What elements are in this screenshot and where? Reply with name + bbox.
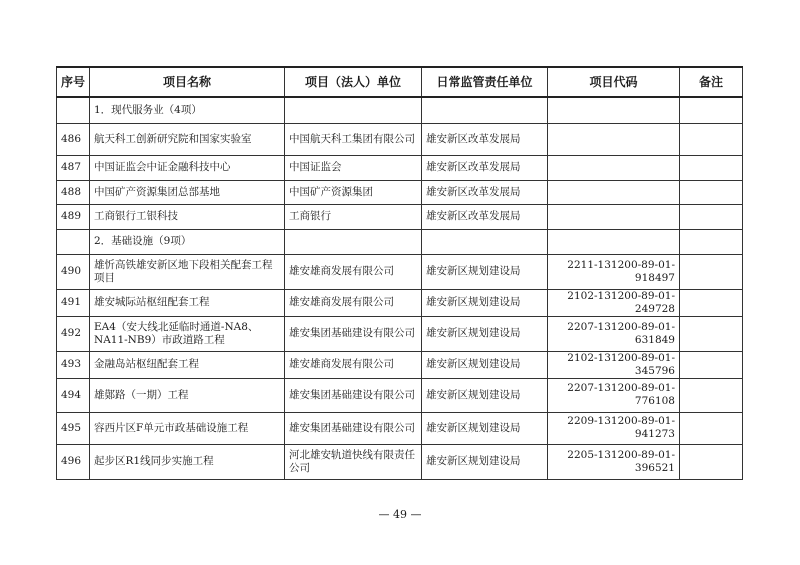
empty-cell bbox=[57, 229, 90, 254]
table-row bbox=[57, 289, 743, 316]
section-row bbox=[57, 97, 743, 123]
row-unit: 雄安雄商发展有限公司 bbox=[285, 254, 422, 289]
row-unit: 雄安集团基础建设有限公司 bbox=[285, 316, 422, 351]
row-remark bbox=[680, 155, 743, 180]
empty-cell bbox=[680, 229, 743, 254]
header-name: 项目名称 bbox=[90, 67, 285, 97]
row-supervisor: 雄安新区改革发展局 bbox=[422, 180, 548, 204]
header-code: 项目代码 bbox=[548, 67, 680, 97]
header-remark: 备注 bbox=[680, 67, 743, 97]
row-remark bbox=[680, 254, 743, 289]
row-seq: 489 bbox=[57, 204, 90, 229]
row-name: 中国矿产资源集团总部基地 bbox=[90, 180, 285, 204]
row-code bbox=[548, 204, 680, 229]
table-row bbox=[57, 254, 743, 289]
table-row bbox=[57, 316, 743, 351]
row-supervisor: 雄安新区规划建设局 bbox=[422, 316, 548, 351]
row-code: 2102-131200-89-01-249728 bbox=[548, 289, 680, 316]
header-supervisor: 日常监管责任单位 bbox=[422, 67, 548, 97]
row-name: 航天科工创新研究院和国家实验室 bbox=[90, 123, 285, 155]
row-name: 中国证监会中证金融科技中心 bbox=[90, 155, 285, 180]
row-remark bbox=[680, 412, 743, 444]
row-unit: 中国证监会 bbox=[285, 155, 422, 180]
row-remark bbox=[680, 180, 743, 204]
table-row bbox=[57, 123, 743, 155]
row-code: 2205-131200-89-01-396521 bbox=[548, 444, 680, 479]
row-remark bbox=[680, 123, 743, 155]
empty-cell bbox=[422, 97, 548, 123]
row-unit: 中国航天科工集团有限公司 bbox=[285, 123, 422, 155]
empty-cell bbox=[285, 97, 422, 123]
row-supervisor: 雄安新区改革发展局 bbox=[422, 123, 548, 155]
table-row bbox=[57, 351, 743, 378]
row-name: 雄鄚路（一期）工程 bbox=[90, 378, 285, 412]
empty-cell bbox=[57, 97, 90, 123]
section-row bbox=[57, 229, 743, 254]
row-supervisor: 雄安新区改革发展局 bbox=[422, 204, 548, 229]
row-name: EA4（安大线北延临时通道-NA8、NA11-NB9）市政道路工程 bbox=[90, 316, 285, 351]
table-row bbox=[57, 412, 743, 444]
row-remark bbox=[680, 378, 743, 412]
row-unit: 中国矿产资源集团 bbox=[285, 180, 422, 204]
empty-cell bbox=[680, 97, 743, 123]
table-row bbox=[57, 155, 743, 180]
row-supervisor: 雄安新区改革发展局 bbox=[422, 155, 548, 180]
row-name: 雄安城际站枢纽配套工程 bbox=[90, 289, 285, 316]
row-supervisor: 雄安新区规划建设局 bbox=[422, 351, 548, 378]
header-unit: 项目（法人）单位 bbox=[285, 67, 422, 97]
header-seq: 序号 bbox=[57, 67, 90, 97]
table-row bbox=[57, 444, 743, 479]
row-remark bbox=[680, 444, 743, 479]
row-name: 金融岛站枢纽配套工程 bbox=[90, 351, 285, 378]
row-unit: 雄安雄商发展有限公司 bbox=[285, 351, 422, 378]
table-row bbox=[57, 378, 743, 412]
row-code bbox=[548, 123, 680, 155]
row-unit: 雄安雄商发展有限公司 bbox=[285, 289, 422, 316]
row-unit: 河北雄安轨道快线有限责任公司 bbox=[285, 444, 422, 479]
row-unit: 雄安集团基础建设有限公司 bbox=[285, 378, 422, 412]
row-unit: 雄安集团基础建设有限公司 bbox=[285, 412, 422, 444]
row-seq: 494 bbox=[57, 378, 90, 412]
table-header-row bbox=[57, 67, 743, 97]
row-code bbox=[548, 180, 680, 204]
row-seq: 496 bbox=[57, 444, 90, 479]
row-remark bbox=[680, 289, 743, 316]
row-code: 2102-131200-89-01-345796 bbox=[548, 351, 680, 378]
row-code: 2209-131200-89-01-941273 bbox=[548, 412, 680, 444]
empty-cell bbox=[548, 97, 680, 123]
row-unit: 工商银行 bbox=[285, 204, 422, 229]
project-table bbox=[56, 66, 743, 480]
row-supervisor: 雄安新区规划建设局 bbox=[422, 378, 548, 412]
row-seq: 488 bbox=[57, 180, 90, 204]
row-seq: 487 bbox=[57, 155, 90, 180]
page-number: — 49 — bbox=[378, 508, 422, 521]
row-remark bbox=[680, 204, 743, 229]
row-code: 2211-131200-89-01-918497 bbox=[548, 254, 680, 289]
table-row bbox=[57, 204, 743, 229]
row-seq: 493 bbox=[57, 351, 90, 378]
row-code: 2207-131200-89-01-631849 bbox=[548, 316, 680, 351]
empty-cell bbox=[548, 229, 680, 254]
row-supervisor: 雄安新区规划建设局 bbox=[422, 444, 548, 479]
row-seq: 492 bbox=[57, 316, 90, 351]
row-seq: 491 bbox=[57, 289, 90, 316]
row-remark bbox=[680, 351, 743, 378]
row-seq: 490 bbox=[57, 254, 90, 289]
row-supervisor: 雄安新区规划建设局 bbox=[422, 412, 548, 444]
row-seq: 486 bbox=[57, 123, 90, 155]
empty-cell bbox=[422, 229, 548, 254]
row-code: 2207-131200-89-01-776108 bbox=[548, 378, 680, 412]
section-label: 1．现代服务业（4项） bbox=[90, 97, 285, 123]
row-name: 容西片区F单元市政基础设施工程 bbox=[90, 412, 285, 444]
section-label: 2．基础设施（9项） bbox=[90, 229, 285, 254]
row-name: 工商银行工银科技 bbox=[90, 204, 285, 229]
row-supervisor: 雄安新区规划建设局 bbox=[422, 289, 548, 316]
table-row bbox=[57, 180, 743, 204]
row-supervisor: 雄安新区规划建设局 bbox=[422, 254, 548, 289]
row-seq: 495 bbox=[57, 412, 90, 444]
empty-cell bbox=[285, 229, 422, 254]
row-name: 雄忻高铁雄安新区地下段相关配套工程项目 bbox=[90, 254, 285, 289]
row-remark bbox=[680, 316, 743, 351]
row-code bbox=[548, 155, 680, 180]
row-name: 起步区R1线同步实施工程 bbox=[90, 444, 285, 479]
